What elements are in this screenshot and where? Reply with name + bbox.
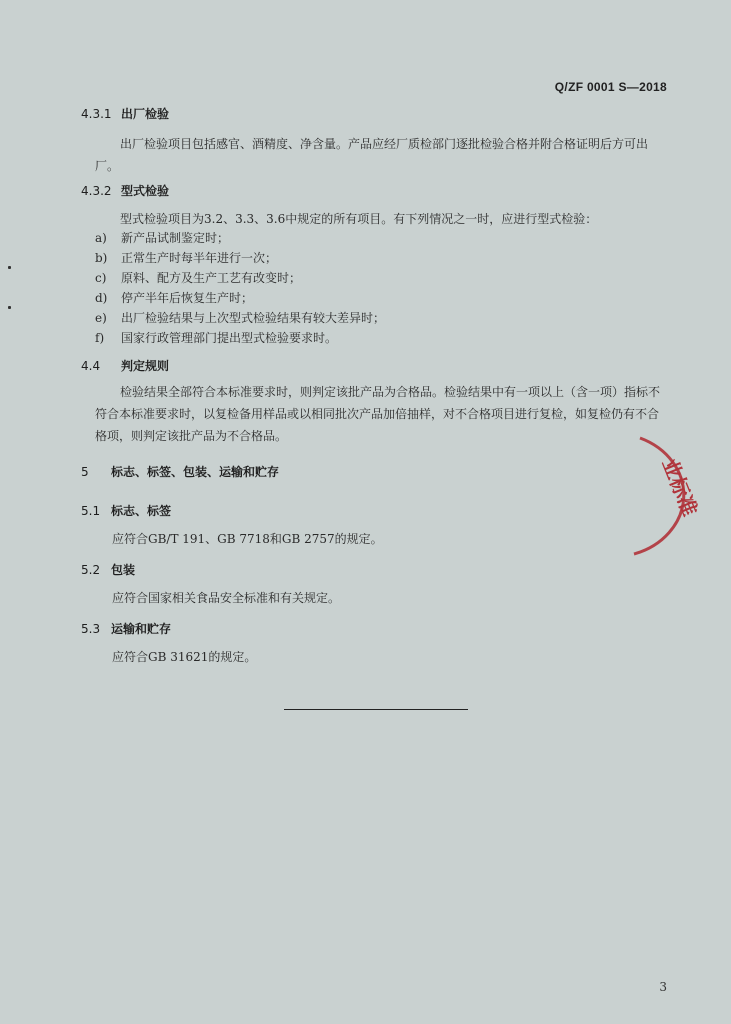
end-rule — [284, 709, 468, 710]
page-number: 3 — [659, 980, 667, 994]
heading-title: 标志、标签、包装、运输和贮存 — [111, 465, 280, 479]
list-item: a) 新产品试制鉴定时； — [95, 231, 230, 245]
list-item: b) 正常生产时每半年进行一次； — [95, 251, 278, 265]
paragraph-judgement-rules: 检验结果全部符合本标准要求时，则判定该批产品为合格品。检验结果中有一项以上（含一项）指标不符合本标准要求时，以复检备用样品或以相同批次产品加倍抽样，对不合格项目进行复检，如复检仍有不合格项，则判定该批产品为不合格品。 — [95, 385, 661, 443]
list-item: c) 原料、配方及生产工艺有改变时； — [95, 271, 302, 285]
heading-number: 5.2 — [81, 563, 101, 577]
heading-number: 5.3 — [81, 622, 101, 636]
heading-number: 4.4 — [81, 359, 101, 373]
paragraph-factory-inspection: 出厂检验项目包括感官、酒精度、净含量。产品应经厂质检部门逐批检验合格并附合格证明后方可出厂。 — [95, 137, 649, 173]
heading-4-3-1 — [81, 105, 169, 122]
heading-title: 运输和贮存 — [111, 622, 172, 636]
heading-5 — [81, 463, 279, 480]
paragraph-transport-storage: 应符合GB 31621的规定。 — [112, 650, 257, 664]
list-item: d) 停产半年后恢复生产时； — [95, 291, 254, 305]
scan-speck — [8, 306, 11, 309]
heading-title: 出厂检验 — [121, 107, 170, 121]
heading-number: 4.3.1 — [81, 107, 112, 121]
heading-number: 5 — [81, 465, 89, 479]
heading-title: 判定规则 — [121, 359, 170, 373]
heading-title: 标志、标签 — [111, 504, 172, 518]
list-item: f) 国家行政管理部门提出型式检验要求时。 — [95, 331, 338, 345]
heading-5-3 — [81, 620, 171, 637]
seal-stamp-text: 业标准 — [657, 454, 703, 520]
document-code: Q/ZF 0001 S—2018 — [554, 80, 667, 94]
heading-number: 5.1 — [81, 504, 101, 518]
heading-5-2 — [81, 561, 135, 578]
heading-4-4 — [81, 357, 169, 374]
heading-title: 型式检验 — [121, 184, 170, 198]
list-item: e) 出厂检验结果与上次型式检验结果有较大差异时； — [95, 311, 386, 325]
paragraph-packaging: 应符合国家相关食品安全标准和有关规定。 — [112, 591, 341, 605]
heading-4-3-2 — [81, 182, 169, 199]
heading-number: 4.3.2 — [81, 184, 112, 198]
paragraph-type-inspection-intro: 型式检验项目为3.2、3.3、3.6中规定的所有项目。有下列情况之一时，应进行型式检验： — [120, 212, 598, 226]
heading-title: 包装 — [111, 563, 136, 577]
scan-speck — [8, 266, 11, 269]
heading-5-1 — [81, 502, 171, 519]
paragraph-marking-labeling: 应符合GB/T 191、GB 7718和GB 2757的规定。 — [112, 532, 383, 546]
